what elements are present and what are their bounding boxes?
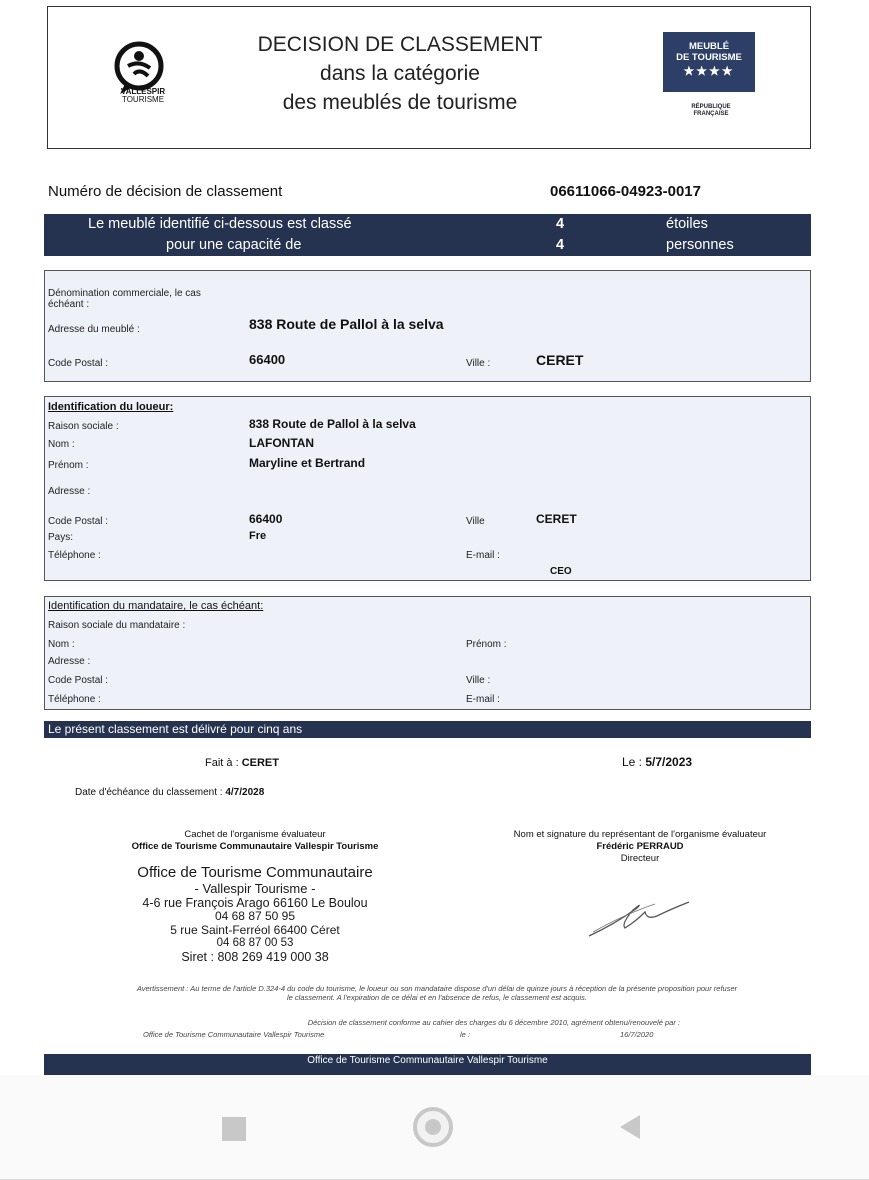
cp-meuble-label: Code Postal : [48,358,109,369]
adresse-meuble-value: 838 Route de Pallol à la selva [249,316,444,332]
stamp-line-1: Office de Tourisme Communautaire [137,864,373,881]
echeance-value: 4/7/2028 [225,787,265,798]
nom-value: LAFONTAN [249,436,315,450]
decision-number: 06611066-04923-0017 [550,183,701,200]
cp-meuble-value: 66400 [249,352,286,367]
meuble-tourisme-badge [663,32,755,124]
classement-line2-unit: personnes [666,237,734,253]
date-value: 5/7/2023 [645,755,693,769]
stamp-line-2: - Vallespir Tourisme - [194,881,316,896]
adresse-mandataire-label: Adresse : [48,656,91,667]
badge-line-1: MEUBLÉ [688,41,730,52]
cachet-organisme: Office de Tourisme Communautaire Vallespir Tourisme [131,841,379,852]
date-label: Le : [622,755,643,769]
raison-sociale-value: 838 Route de Pallol à la selva [249,417,416,431]
cachet-label: Cachet de l'organisme évaluateur [184,829,326,840]
title-line-3: des meublés de tourisme [282,91,518,114]
adresse-meuble-label: Adresse du meublé : [48,324,140,335]
warning-note [22,984,852,1002]
classement-line1-label: Le meublé identifié ci-dessous est classé [88,216,352,232]
email-mandataire-label: E-mail : [466,694,500,705]
logo-text-2: TOURISME [121,95,165,104]
stamp-line-4: 04 68 87 50 95 [214,909,296,923]
pays-value: Fre [249,530,267,542]
ville-loueur-value: CERET [536,512,577,526]
stamp-line-7: Siret : 808 269 419 000 38 [181,950,329,964]
mandataire-title: Identification du mandataire, le cas échéant: [48,600,264,612]
decision-label: Numéro de décision de classement [48,183,283,200]
cp-mandataire-label: Code Postal : [48,675,109,686]
badge-stars-icon: ★★★★ [683,64,735,78]
title-line-2: dans la catégorie [320,62,480,85]
echeance [75,787,264,798]
fait-a-label: Fait à : [205,757,239,769]
conform-line: Décision de classement conforme au cahier des charges du 6 décembre 2010, agrément obtenu/renouvelé par : [307,1018,680,1027]
ville-meuble-label: Ville : [466,358,491,369]
representant-role: Directeur [620,853,660,864]
badge-bottom-text: RÉPUBLIQUE FRANÇAISE [691,104,731,117]
telephone-loueur-label: Téléphone : [48,550,101,561]
nom-mandataire-label: Nom : [48,639,75,650]
classement-capacity-value: 4 [556,237,565,253]
ville-meuble-value: CERET [536,352,584,368]
classement-line2-label: pour une capacité de [166,237,302,253]
cp-loueur-label: Code Postal : [48,516,109,527]
ville-loueur-label: Ville [466,516,485,527]
representant-name: Frédéric PERRAUD [596,841,684,852]
logo-text [113,88,173,104]
prenom-label: Prénom : [48,460,89,471]
badge-line-2: DE TOURISME [676,52,742,63]
footer-bar-text: Office de Tourisme Communautaire Vallespir Tourisme [307,1055,548,1066]
ville-mandataire-label: Ville : [466,675,491,686]
warning-line-2: le classement. A l'expiration de ce délai et en l'absence de refus, le classement est acquis. [287,993,587,1002]
footer-office: Office de Tourisme Communautaire Vallespir Tourisme [143,1030,325,1039]
warning-line-1: Avertissement : Au terme de l'article D.324-4 du code du tourisme, le loueur ou son mandataire dispose d'un délai de quinze jours à réception de la présente proposition pour refuser [136,984,738,993]
loueur-section [44,396,811,581]
title-line-1: DECISION DE CLASSEMENT [257,33,543,56]
logo-text-1: VALLESPIR [120,87,166,96]
signature-right [470,829,810,865]
adresse-loueur-label: Adresse : [48,486,91,497]
classement-stars-value: 4 [556,216,565,232]
home-icon[interactable] [413,1107,453,1147]
classement-line1-unit: étoiles [666,216,708,232]
nom-label: Nom : [48,439,75,450]
back-icon[interactable] [620,1115,640,1139]
handwritten-signature [585,890,695,945]
telephone-mandataire-label: Téléphone : [48,694,101,705]
stamp-line-5: 5 rue Saint-Ferréol 66400 Céret [170,923,340,937]
email-loueur-label: E-mail : [466,550,500,561]
recent-apps-icon[interactable] [222,1117,246,1141]
fait-a [205,757,279,769]
raison-sociale-label: Raison sociale : [48,421,119,432]
signature-left [90,829,420,853]
date-signature [622,755,692,769]
cp-loueur-value: 66400 [249,512,283,526]
footer-date: 16/7/2020 [620,1030,654,1039]
page-title [200,30,600,117]
stamp-line-6: 04 68 87 00 53 [216,937,294,949]
prenom-value: Maryline et Bertrand [249,456,366,470]
fait-a-value: CERET [241,757,279,769]
representant-label: Nom et signature du représentant de l'organisme évaluateur [513,829,767,840]
validity-bar-text: Le présent classement est délivré pour cinq ans [48,722,303,736]
mandataire-section [44,596,811,710]
stamp-line-3: 4-6 rue François Arago 66160 Le Boulou [142,896,368,910]
office-stamp [130,864,380,965]
footer-le-label: le : [460,1030,471,1039]
loueur-extra-note: CEO [550,566,572,577]
echeance-label: Date d'échéance du classement : [75,787,223,798]
raison-mandataire-label: Raison sociale du mandataire : [48,620,186,631]
prenom-mandataire-label: Prénom : [466,639,507,650]
pays-label: Pays: [48,532,74,543]
loueur-title: Identification du loueur: [48,401,174,413]
denomination-label: Dénomination commerciale, le cas échéant : [48,288,201,310]
